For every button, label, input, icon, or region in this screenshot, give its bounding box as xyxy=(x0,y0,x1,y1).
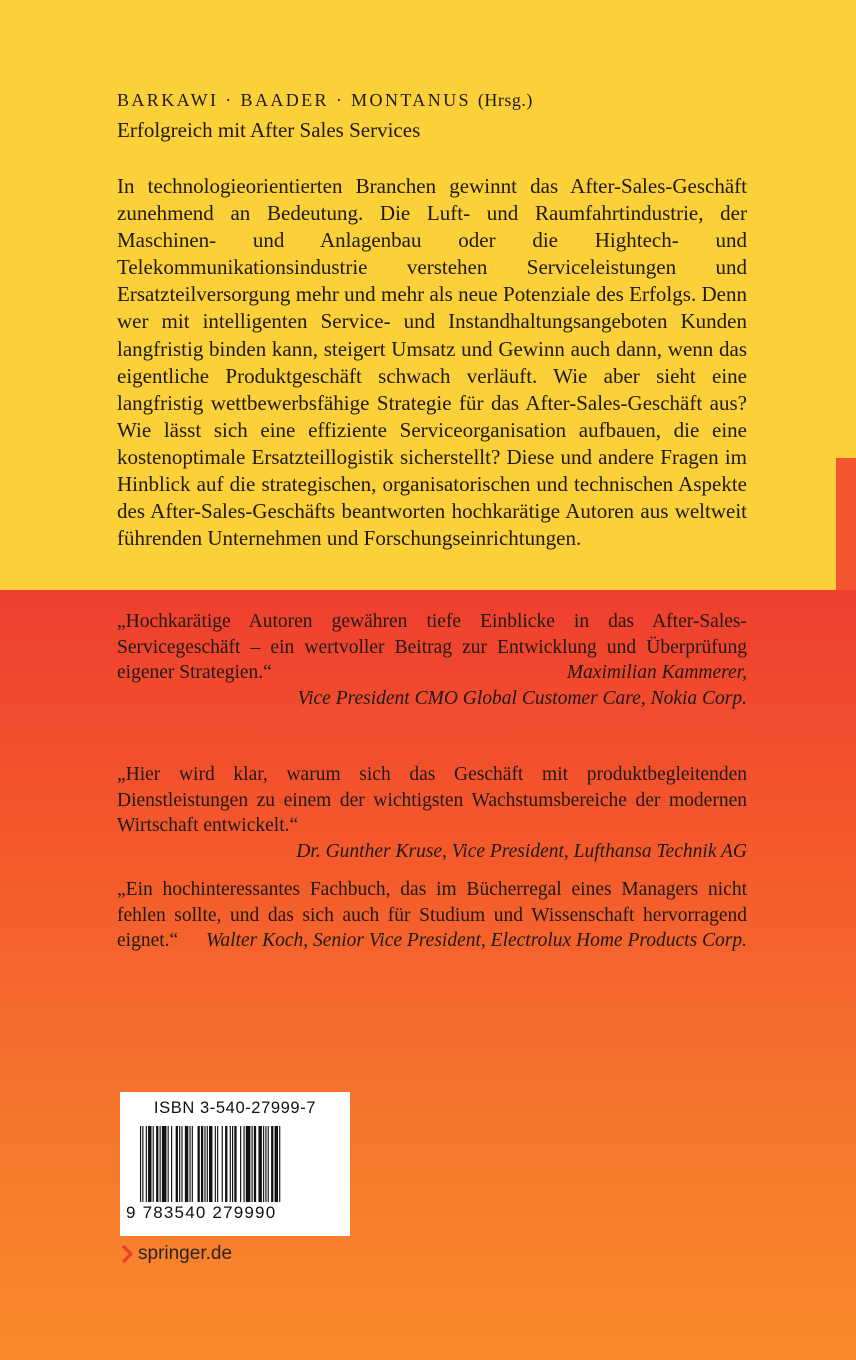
quote-2 xyxy=(117,762,747,864)
isbn-number: ISBN 3-540-27999-7 xyxy=(153,1099,317,1117)
authors-line xyxy=(117,90,747,111)
barcode-label xyxy=(120,1092,350,1236)
authors-names: BARKAWI · BAADER · MONTANUS xyxy=(117,90,471,110)
editors-marker: (Hrsg.) xyxy=(477,90,533,110)
side-color-stripe xyxy=(836,458,856,590)
book-title: Erfolgreich mit After Sales Services xyxy=(117,118,421,142)
barcode-image xyxy=(140,1126,330,1202)
quote-3 xyxy=(117,877,747,954)
quote-1-attribution-role: Vice President CMO Global Customer Care, Nokia Corp. xyxy=(297,687,747,709)
publisher-url: springer.de xyxy=(138,1243,233,1264)
quote-3-attribution: Walter Koch, Senior Vice President, Electrolux Home Products Corp. xyxy=(205,930,747,951)
quote-2-attribution: Dr. Gunther Kruse, Vice President, Lufthansa Technik AG xyxy=(296,840,747,862)
quote-3-text: „Ein hochinteressantes Fachbuch, das im Bücherregal eines Managers nicht fehlen sollte, und das sich auch für Studium und Wissenschaft hervorragend eignet.“ xyxy=(117,879,747,951)
blurb-text: In technologieorientierten Branchen gewinnt das After-Sales-Geschäft zunehmend an Bedeutung. Die Luft- und Raumfahrtindustrie, der Maschinen- und Anlagenbau oder die Hightech- und Telekommunikationsindustrie verstehen Serviceleistungen und Ersatzteilversorgung mehr und mehr als neue Potenziale des Erfolgs. Denn wer mit intelligenten Service- und Instandhaltungsangeboten Kunden langfristig binden kann, steigert Umsatz und Gewinn auch dann, wenn das eigentliche Produktgeschäft schwach verläuft. Wie aber sieht eine langfristig wettbewerbsfähige Strategie für das After-Sales-Geschäft aus? Wie lässt sich eine effiziente Serviceorganisation aufbauen, die eine kostenoptimale Ersatzteillogistik sicherstellt? Diese und andere Fragen im Hinblick auf die strategischen, organisatorischen und technischen Aspekte des After-Sales-Geschäfts beantworten hochkarätige Autoren aus weltweit führenden Unternehmen und Forschungseinrichtungen. xyxy=(117,174,747,551)
quote-2-text: „Hier wird klar, warum sich das Geschäft mit produktbegleitenden Dienstleistungen zu einem der wichtigsten Wachstumsbereiche der modernen Wirtschaft entwickelt.“ xyxy=(117,764,747,836)
quote-1-text: „Hochkarätige Autoren gewähren tiefe Einblicke in das After-Sales-Servicegeschäft – ein wertvoller Beitrag zur Entwicklung und Überprüfung eigener Strategien.“ xyxy=(117,611,747,683)
chevron-right-icon xyxy=(121,1244,133,1264)
quote-1-attribution-name: Maximilian Kammerer, xyxy=(566,662,747,683)
publisher-link[interactable] xyxy=(121,1243,232,1265)
quote-1 xyxy=(117,609,747,711)
ean-number: 9 783540 279990 xyxy=(126,1203,277,1222)
